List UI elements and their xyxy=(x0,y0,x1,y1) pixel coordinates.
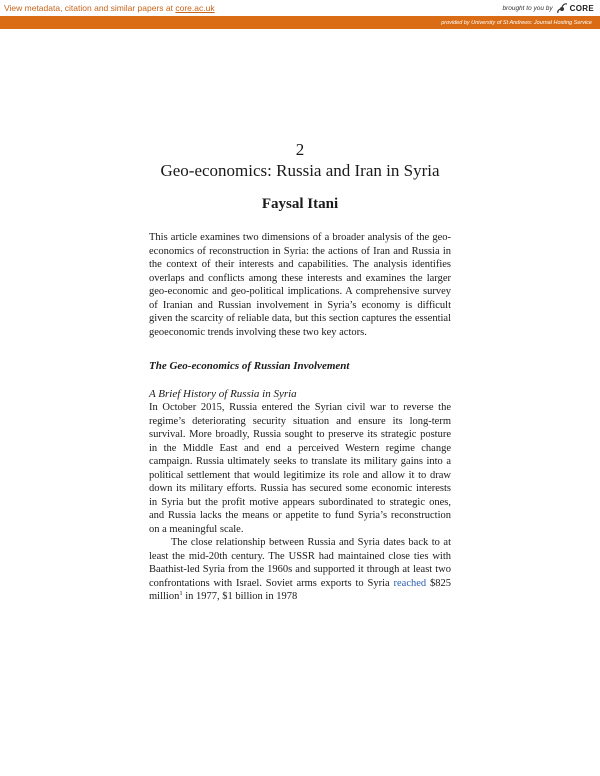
core-metadata-link[interactable] xyxy=(4,3,215,13)
section-heading: The Geo-economics of Russian Involvement xyxy=(149,360,350,372)
footnote-marker[interactable]: 1 xyxy=(179,590,183,597)
brought-by-text: brought to you by xyxy=(502,4,553,12)
body-paragraph-1: In October 2015, Russia entered the Syrian civil war to reverse the regime’s deteriorating security situation and ensure its long-term survival. More broadly, Russia sought to preserve its strategic posture in the Middle East and end a perceived Western regime change campaign. Russia ultimately seeks to translate its military gains into a political settlement that would legitimize its role and allow it to draw down its military efforts. Russia has secured some economic interests in Syria but the profit motive appears subordinated to strategic ones, and Russia lacks the means or appetite to fund Syria’s reconstruction on a meaningful scale. xyxy=(149,402,451,535)
reached-link[interactable]: reached xyxy=(393,577,427,589)
author-name: Faysal Itani xyxy=(261,196,339,212)
body-paragraph-2 xyxy=(149,536,451,604)
chapter-number: 2 xyxy=(295,140,305,159)
chapter-title: Geo-economics: Russia and Iran in Syria xyxy=(160,161,440,180)
core-url[interactable]: core.ac.uk xyxy=(175,3,215,13)
subsection-heading: A Brief History of Russia in Syria xyxy=(149,388,297,400)
core-view-text: View metadata, citation and similar papers at xyxy=(4,3,176,13)
core-logo-icon xyxy=(556,2,568,14)
core-header xyxy=(0,0,600,16)
para2-text-end: in 1977, $1 billion in 1978 xyxy=(182,591,298,602)
chapter-content xyxy=(149,140,451,604)
abstract-paragraph: This article examines two dimensions of a broader analysis of the geo-economics of reconstruction in Syria: the actions of Iran and Russia in the context of their interests and capabilities. The analysis identifies overlaps and conflicts among these interests and examines the larger geo-economic and geo-political implications. A comprehensive survey of Iranian and Russian involvement in Syria’s economy is difficult given the scarcity of reliable data, but this section captures the essential geoeconomic trends involving these two key actors. xyxy=(149,232,451,338)
provided-by-text[interactable]: provided by University of St Andrews: Journal Hosting Service xyxy=(441,19,592,26)
core-provider-bar xyxy=(0,16,600,29)
para2-text-start: The close relationship between Russia and Syria dates back to at least the mid-20th century. The USSR had maintained close ties with Baathist-led Syria from the 1960s and supported it through at least two confrontations with Israel. Soviet arms exports to Syria xyxy=(149,537,451,589)
para2-text-mid: $825 million xyxy=(149,577,452,602)
core-brand-name: CORE xyxy=(569,3,594,13)
core-brand[interactable] xyxy=(502,2,594,14)
